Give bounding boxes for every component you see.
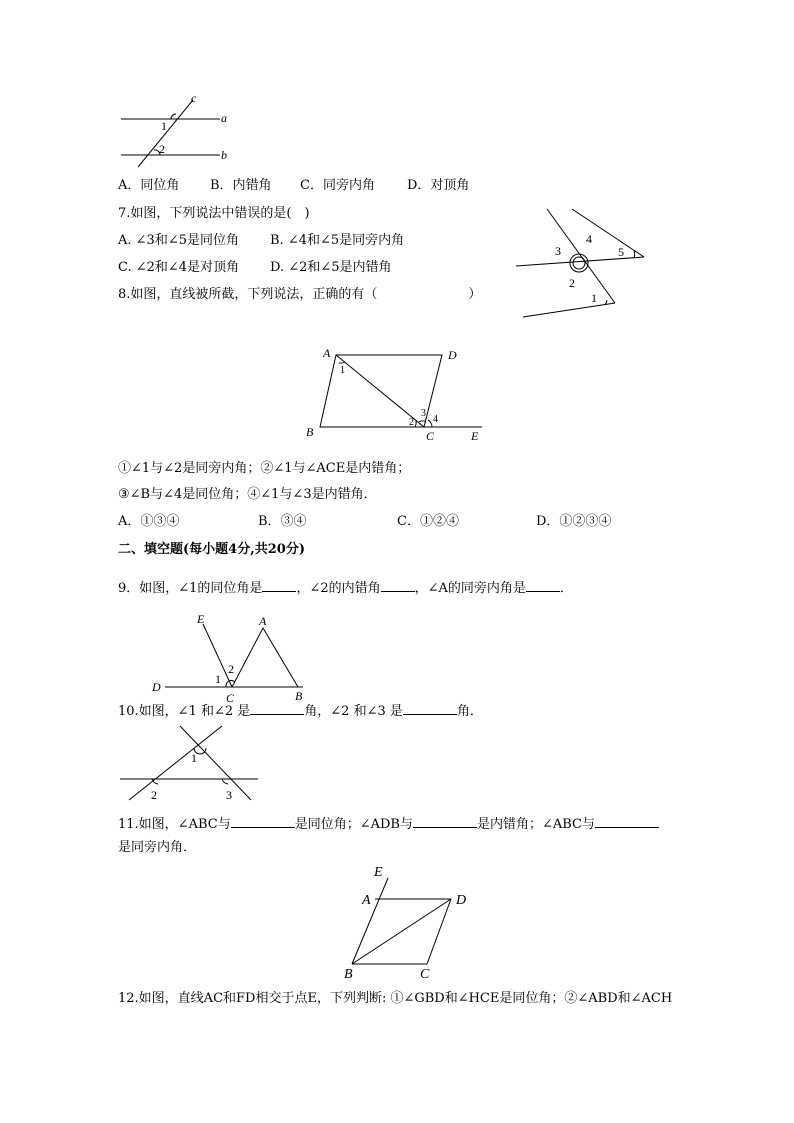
q11-label-d: D bbox=[456, 893, 467, 908]
q8-arc-2 bbox=[415, 421, 416, 427]
q6-option-a[interactable]: A．同位角 bbox=[118, 178, 180, 193]
q11-blank-1[interactable] bbox=[231, 813, 295, 828]
q8-label-1: 1 bbox=[340, 365, 345, 376]
q9-triangle-abc bbox=[232, 628, 298, 687]
q10-arc-3 bbox=[222, 779, 228, 784]
q8-label-c: C bbox=[426, 429, 435, 443]
q10-line-left bbox=[129, 726, 222, 800]
q10-figure bbox=[118, 722, 268, 804]
q9-prefix: 9．如图，∠1的同位角是 bbox=[118, 581, 263, 596]
label-2: 2 bbox=[159, 142, 165, 156]
q11-label-a: A bbox=[362, 893, 371, 908]
q8-option-c[interactable]: C．①②④ bbox=[397, 514, 459, 529]
q10-blank-1[interactable] bbox=[250, 700, 304, 715]
q7-option-d[interactable]: D. ∠2和∠5是内错角 bbox=[270, 260, 392, 275]
q11-label-e: E bbox=[374, 865, 383, 880]
q7-label-3: 3 bbox=[555, 244, 561, 258]
q8-arc-3 bbox=[419, 421, 426, 422]
q10-label-2: 2 bbox=[151, 788, 157, 802]
q11-part-3: 是内错角；∠ABC与 bbox=[476, 817, 595, 832]
q6-option-b[interactable]: B．内错角 bbox=[210, 178, 272, 193]
q7-angle-circle-inner bbox=[573, 257, 585, 269]
q11-line-be bbox=[352, 878, 388, 964]
q6-option-d[interactable]: D．对顶角 bbox=[407, 178, 470, 193]
q11-label-b: B bbox=[344, 967, 353, 982]
q11-stem-line-2: 是同旁内角． bbox=[118, 840, 197, 855]
label-a: a bbox=[221, 111, 227, 125]
q7-figure bbox=[514, 205, 664, 320]
q11-figure bbox=[340, 860, 490, 982]
q10-blank-2[interactable] bbox=[403, 700, 457, 715]
q8-option-a[interactable]: A．①③④ bbox=[118, 514, 180, 529]
q9-mid-2: ，∠A的同旁内角是 bbox=[414, 581, 526, 596]
q10-stem bbox=[118, 700, 483, 721]
q9-suffix: ． bbox=[559, 581, 573, 596]
q8-label-b: B bbox=[306, 425, 314, 439]
q8-label-a: A bbox=[323, 346, 331, 360]
q7-line-bottom bbox=[523, 303, 615, 317]
q8-stem: 8.如图，直线被所截，下列说法，正确的有（ ） bbox=[118, 287, 482, 302]
line-c bbox=[138, 100, 193, 167]
q10-label-3: 3 bbox=[226, 788, 232, 802]
q9-label-e: E bbox=[197, 612, 205, 626]
label-c: c bbox=[191, 91, 197, 105]
q9-label-1: 1 bbox=[215, 672, 221, 686]
q11-blank-2[interactable] bbox=[413, 813, 477, 828]
q8-option-d[interactable]: D．①②③④ bbox=[536, 514, 612, 529]
q12-stem: 12.如图，直线AC和FD相交于点E，下列判断: ①∠GBD和∠HCE是同位角；②∠ABD和∠ACH bbox=[118, 991, 673, 1006]
q9-blank-3[interactable] bbox=[526, 577, 560, 592]
q8-label-e: E bbox=[471, 429, 479, 443]
q7-option-a[interactable]: A. ∠3和∠5是同位角 bbox=[118, 233, 239, 248]
angle-arc-1 bbox=[171, 114, 176, 119]
q6-figure bbox=[118, 92, 248, 167]
q9-label-2: 2 bbox=[228, 662, 234, 676]
q11-part-1: 11.如图，∠ABC与 bbox=[118, 817, 231, 832]
q9-blank-1[interactable] bbox=[262, 577, 296, 592]
q8-statement-2: ③∠B与∠4是同位角；④∠1与∠3是内错角． bbox=[118, 487, 377, 502]
q9-label-a: A bbox=[259, 614, 267, 628]
q11-label-c: C bbox=[420, 967, 430, 982]
q10-label-1: 1 bbox=[191, 751, 197, 765]
q11-part-2: 是同位角；∠ADB与 bbox=[294, 817, 413, 832]
q10-suffix: 角． bbox=[456, 704, 483, 719]
q8-statement-1: ①∠1与∠2是同旁内角；②∠1与∠ACE是内错角； bbox=[118, 461, 411, 476]
q11-stem-line-1 bbox=[118, 813, 659, 834]
q7-option-c[interactable]: C. ∠2和∠4是对顶角 bbox=[118, 260, 240, 275]
q8-label-d: D bbox=[448, 348, 457, 362]
q8-arc-1 bbox=[339, 362, 345, 363]
q7-label-5: 5 bbox=[618, 245, 624, 259]
q7-stem: 7.如图，下列说法中错误的是( ) bbox=[118, 206, 310, 221]
q9-label-d: D bbox=[152, 680, 161, 694]
q9-label-b: B bbox=[295, 689, 303, 703]
q10-prefix: 10.如图，∠1 和∠2 是 bbox=[118, 704, 251, 719]
q8-figure bbox=[300, 342, 500, 447]
q7-option-b[interactable]: B. ∠4和∠5是同旁内角 bbox=[270, 233, 405, 248]
q7-line-upper bbox=[572, 209, 644, 257]
section-2-title: 二、填空题(每小题4分,共20分) bbox=[118, 542, 305, 557]
q8-label-3: 3 bbox=[421, 408, 426, 419]
q9-label-c: C bbox=[226, 691, 235, 705]
q11-line-bd bbox=[352, 899, 451, 964]
q9-figure bbox=[148, 612, 318, 704]
q7-label-1: 1 bbox=[591, 291, 597, 305]
q7-horizontal-line bbox=[516, 257, 644, 266]
q6-option-c[interactable]: C．同旁内角 bbox=[300, 178, 375, 193]
q8-label-2: 2 bbox=[409, 417, 414, 428]
q10-mid: 角，∠2 和∠3 是 bbox=[304, 704, 403, 719]
q9-mid-1: ，∠2的内错角 bbox=[296, 581, 381, 596]
q11-blank-3[interactable] bbox=[595, 813, 659, 828]
q7-label-4: 4 bbox=[586, 232, 592, 246]
label-1: 1 bbox=[161, 119, 167, 133]
q9-stem bbox=[118, 577, 573, 598]
q8-option-b[interactable]: B．③④ bbox=[258, 514, 307, 529]
label-b: b bbox=[221, 148, 227, 162]
q9-blank-2[interactable] bbox=[381, 577, 415, 592]
q8-arc-4 bbox=[428, 420, 432, 427]
q7-label-2: 2 bbox=[569, 276, 575, 290]
q11-line-dc bbox=[427, 899, 451, 964]
q9-arc-1 bbox=[226, 681, 229, 687]
q7-angle-arc-5 bbox=[634, 251, 635, 258]
q8-label-4: 4 bbox=[433, 414, 438, 425]
